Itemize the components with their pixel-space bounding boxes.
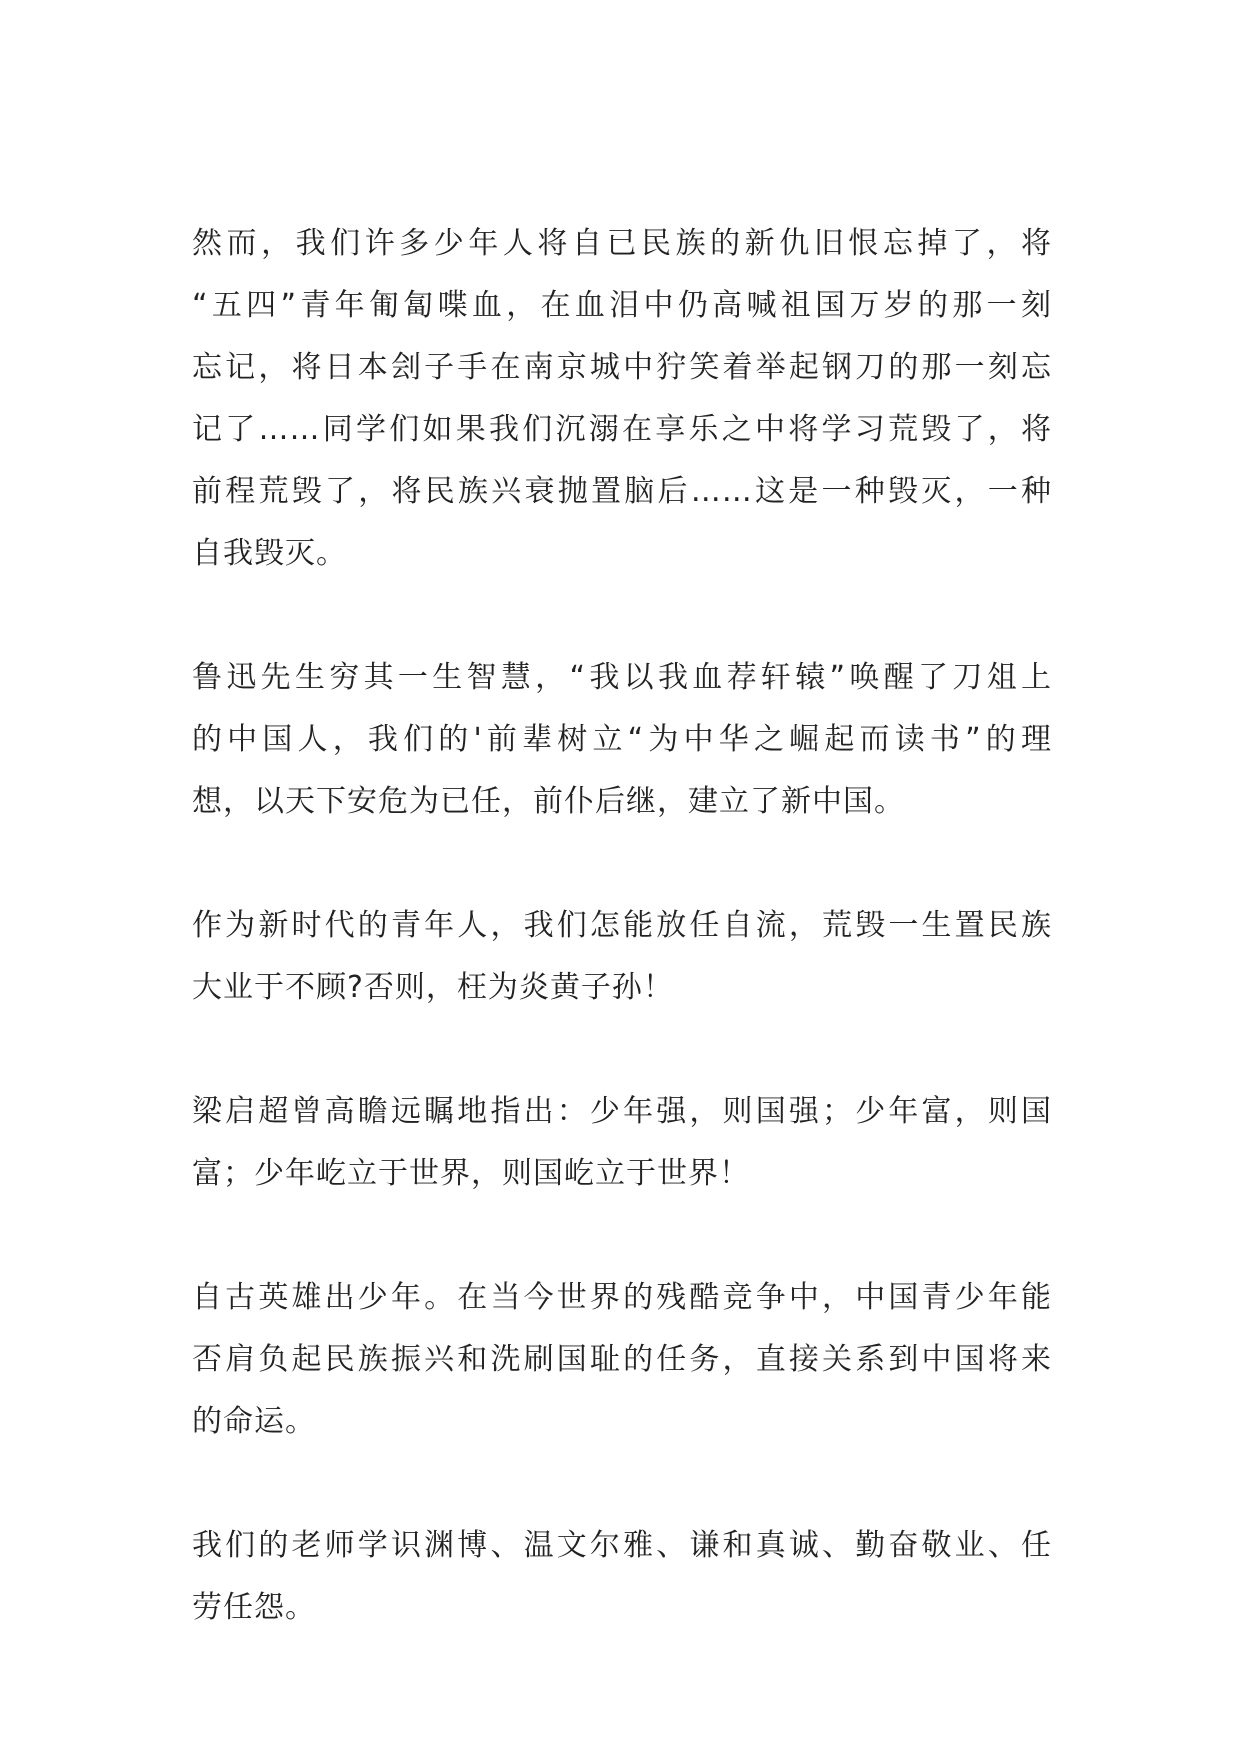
- text-line: 忘记，将日本刽子手在南京城中狞笑着举起钢刀的那一刻忘: [192, 350, 1052, 385]
- text-line: 鲁迅先生穷其一生智慧，“我以我血荐轩辕”唤醒了刀俎上: [192, 660, 1052, 695]
- text-line: 的中国人，我们的'前辈树立“为中华之崛起而读书”的理: [192, 722, 1052, 757]
- text-line: 的命运。: [192, 1404, 316, 1439]
- paragraph-1: [192, 213, 1052, 585]
- text-line: 富；少年屹立于世界，则国屹立于世界！: [192, 1156, 750, 1191]
- text-line: 然而，我们许多少年人将自已民族的新仇旧恨忘掉了，将: [192, 226, 1052, 261]
- text-line: 劳任怨。: [192, 1590, 316, 1625]
- text-line: 自我毁灭。: [192, 536, 347, 571]
- paragraph-3: [192, 895, 1052, 1019]
- text-line: 梁启超曾高瞻远瞩地指出：少年强，则国强；少年富，则国: [192, 1094, 1052, 1129]
- paragraph-2: [192, 647, 1052, 833]
- text-line: 记了……同学们如果我们沉溺在享乐之中将学习荒毁了，将: [192, 412, 1052, 447]
- text-line: 否肩负起民族振兴和洗刷国耻的任务，直接关系到中国将来: [192, 1342, 1052, 1377]
- text-line: 自古英雄出少年。在当今世界的残酷竞争中，中国青少年能: [192, 1280, 1052, 1315]
- text-line: “五四”青年匍匐喋血，在血泪中仍高喊祖国万岁的那一刻: [192, 288, 1052, 323]
- document-body: [192, 213, 1052, 1701]
- text-line: 前程荒毁了，将民族兴衰抛置脑后……这是一种毁灭，一种: [192, 474, 1052, 509]
- paragraph-4: [192, 1081, 1052, 1205]
- text-line: 作为新时代的青年人，我们怎能放任自流，荒毁一生置民族: [192, 908, 1052, 943]
- paragraph-6: [192, 1515, 1052, 1639]
- paragraph-5: [192, 1267, 1052, 1453]
- text-line: 我们的老师学识渊博、温文尔雅、谦和真诚、勤奋敬业、任: [192, 1528, 1052, 1563]
- text-line: 大业于不顾?否则，枉为炎黄子孙！: [192, 970, 674, 1005]
- text-line: 想，以天下安危为已任，前仆后继，建立了新中国。: [192, 784, 905, 819]
